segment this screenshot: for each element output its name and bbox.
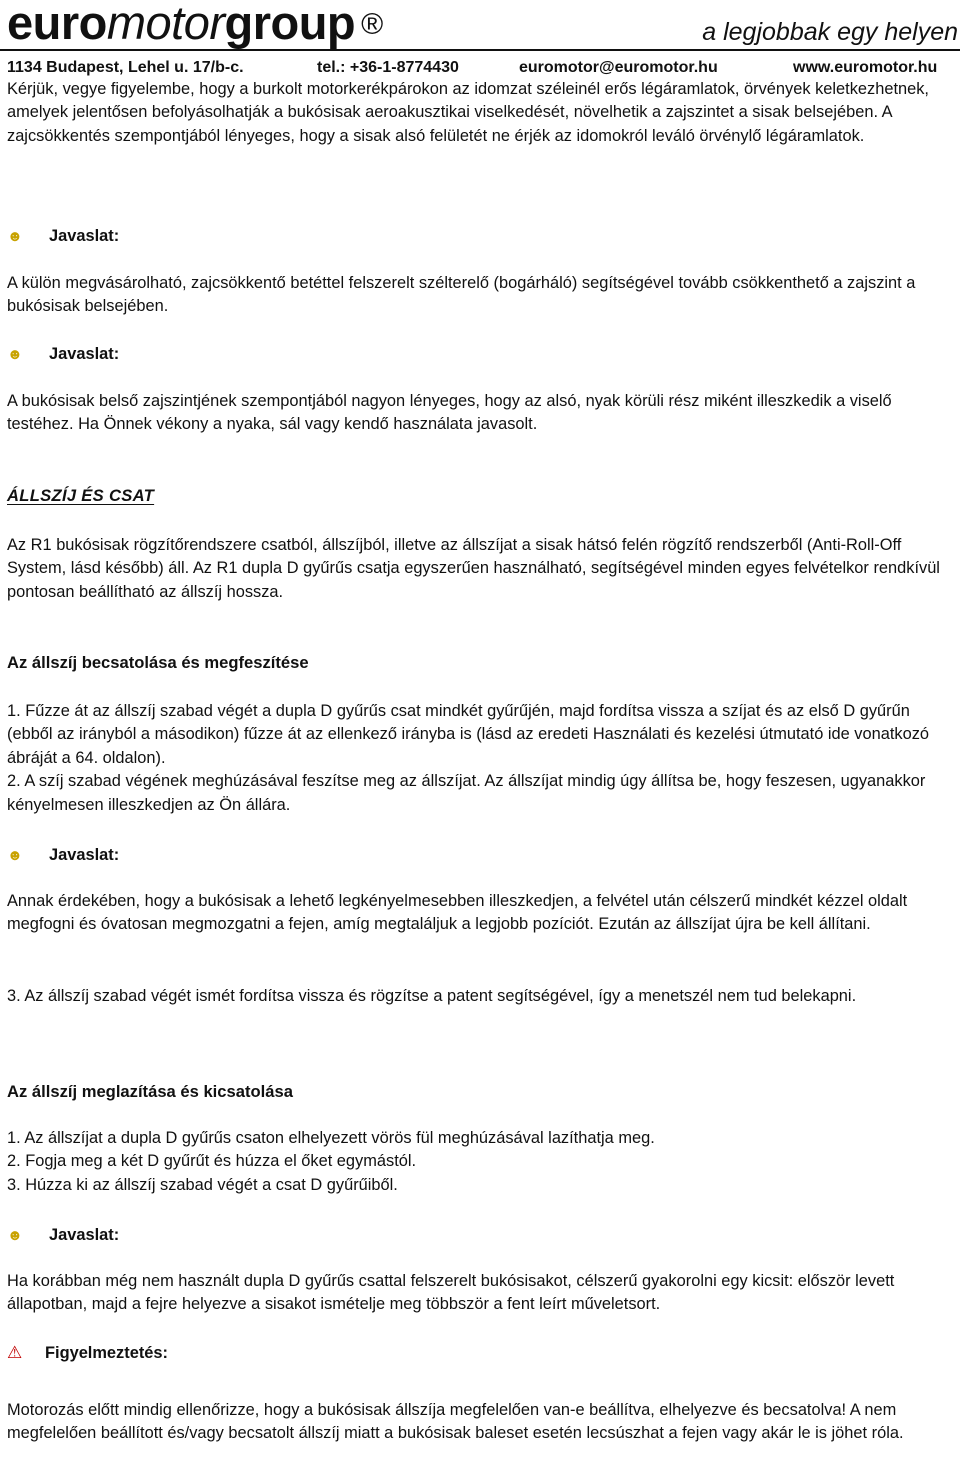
tip-3-text: Annak érdekében, hogy a bukósisak a lehető legkényelmesebben illeszkedjen, a felvétel után célszerű mindkét kézzel oldalt megfogni és óvatosan megmozgatni a fejen, amíg megtaláljuk a legjobb pozíciót. Ezután az állszíjat újra be kell állítani. (7, 892, 908, 934)
warning (7, 1341, 168, 1365)
section-title: ÁLLSZÍJ ÉS CSAT (7, 486, 155, 505)
tip-3 (7, 843, 120, 867)
slogan: a legjobbak egy helyen (702, 18, 958, 46)
smiley-icon: ☻ (7, 847, 23, 864)
phone: tel.: +36-1-8774430 (317, 59, 459, 76)
release-steps: 1. Az állszíjat a dupla D gyűrűs csaton elhelyezett vörös fül meghúzásával lazíthatja meg. 2. Fogja meg a két D gyűrűt és húzza el őket egymástól. 3. Húzza ki az állszíj szabad végét a csat D gyűrűiből. (7, 1129, 655, 1194)
smiley-icon: ☻ (7, 1227, 23, 1244)
brand-part-2: motor (106, 0, 225, 49)
brand-logo (7, 0, 383, 50)
subsection-title-release: Az állszíj meglazítása és kicsatolása (7, 1082, 293, 1101)
step-3: 3. Az állszíj szabad végét ismét fordítsa vissza és rögzítse a patent segítségével, így a menetszél nem tud belekapni. (7, 987, 857, 1005)
email: euromotor@euromotor.hu (519, 59, 718, 76)
page (0, 0, 960, 84)
tip-label: Javaslat: (49, 846, 120, 864)
subsection-title-fastening: Az állszíj becsatolása és megfeszítése (7, 653, 309, 672)
brand-part-1: euro (7, 0, 107, 49)
smiley-icon: ☻ (7, 228, 23, 245)
tip-label: Javaslat: (49, 227, 120, 245)
warning-triangle-icon: ⚠ (7, 1343, 23, 1362)
tip-label: Javaslat: (49, 1226, 120, 1244)
tip-2 (7, 342, 120, 366)
smiley-icon: ☻ (7, 346, 23, 363)
warning-label: Figyelmeztetés: (45, 1344, 168, 1362)
section-paragraph: Az R1 bukósisak rögzítőrendszere csatból, állszíjból, illetve az állszíjat a sisak hátsó felén rögzítő rendszerből (Anti-Roll-Off System, lásd később) áll. Az R1 dupla D gyűrűs csatja egyszerűen használható, segítségével minden egyes felvételkor rendkívül pontosan beállítható az állszíj hossza. (7, 536, 940, 601)
tip-2-text: A bukósisak belső zajszintjének szempontjából nagyon lényeges, hogy az alsó, nyak körüli rész miként illeszkedik a viselő testéhez. Ha Önnek vékony a nyaka, sál vagy kendő használata javasolt. (7, 392, 892, 434)
registered-mark: ® (361, 8, 383, 41)
brand-part-3: group (224, 0, 356, 49)
letterhead (0, 0, 960, 84)
warning-text: Motorozás előtt mindig ellenőrizze, hogy a bukósisak állszíja megfelelően van-e beállítva, elhelyezve és becsatolva! A nem megfelelően beállított és/vagy becsatolt állszíj miatt a bukósisak baleset esetén lecsúszhat a fejen vagy akár le is jöhet róla. (7, 1401, 904, 1443)
tip-1 (7, 224, 120, 248)
tip-4 (7, 1223, 120, 1247)
intro-paragraph: Kérjük, vegye figyelembe, hogy a burkolt motorkerékpárokon az idomzat széleinél erős légáramlatok, örvények keletkezhetnek, amelyek jelentősen befolyásolhatják a bukósisak aeroakusztikai viselkedését, növelhetik a zajszintet a sisak belsejében. A zajcsökkentés szempontjából lényeges, hogy a sisak alsó felületét ne érjék az idomokról leváló örvénylő légáramlatok. (7, 80, 929, 145)
website: www.euromotor.hu (793, 59, 938, 76)
tip-4-text: Ha korábban még nem használt dupla D gyűrűs csattal felszerelt bukósisakot, célszerű gyakorolni egy kicsit: először levett állapotban, majd a fejre helyezve a sisakot ismételje meg többször a fent leírt műveletsort. (7, 1272, 895, 1314)
header-rule (0, 49, 960, 51)
fastening-steps: 1. Fűzze át az állszíj szabad végét a dupla D gyűrűs csat mindkét gyűrűjén, majd fordítsa vissza a szíjat és az első D gyűrűn (ebből az irányból a másodikon) fűzze át az ellenkező irányba is (lásd az eredeti Használati és kezelési útmutató ide vonatkozó ábráját a 64. oldalon). 2. A szíj szabad végének meghúzásával feszítse meg az állszíjat. Az állszíjat mindig úgy állítsa be, hogy feszesen, ugyanakkor kényelmesen illeszkedjen az Ön állára. (7, 702, 930, 814)
address: 1134 Budapest, Lehel u. 17/b-c. (7, 59, 244, 76)
tip-label: Javaslat: (49, 345, 120, 363)
tip-1-text: A külön megvásárolható, zajcsökkentő betéttel felszerelt szélterelő (bogárháló) segítségével tovább csökkenthető a zajszint a bukósisak belsejében. (7, 274, 916, 316)
